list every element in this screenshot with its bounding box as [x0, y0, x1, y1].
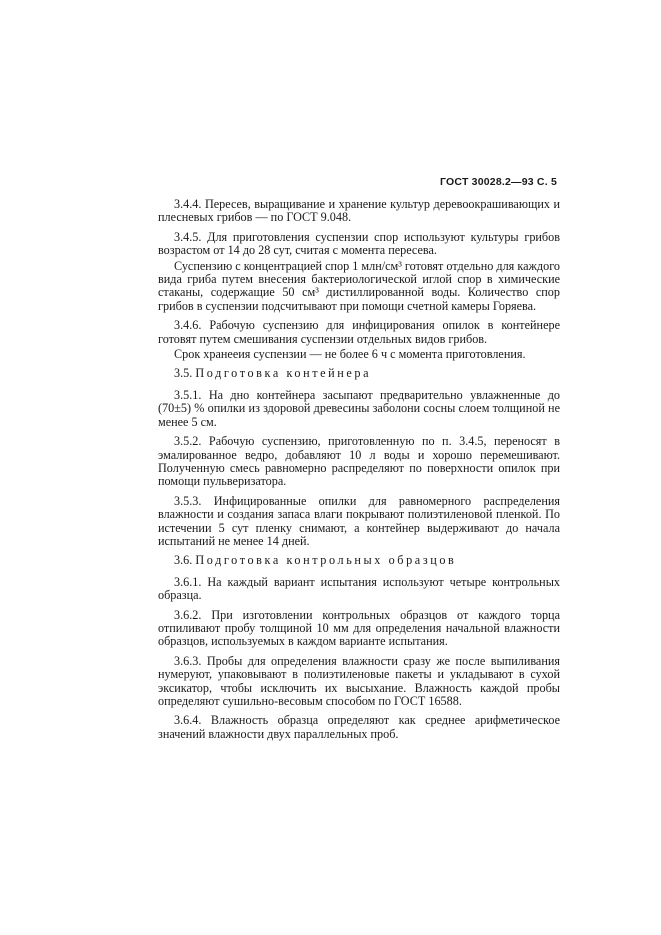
section-title: Подготовка контейнера: [195, 366, 372, 381]
running-head: ГОСТ 30028.2—93 С. 5: [440, 176, 557, 188]
document-body: [158, 198, 560, 747]
paragraph-3-4-6-storage: Срок хранееия суспензии — не более 6 ч с момента приготовления.: [174, 347, 526, 362]
paragraph-3-4-5: 3.4.5. Для приготовления суспензии спор используют культуры грибов возрастом от 14 до 28 сут, считая с момента пересева.: [158, 229, 560, 258]
paragraph-3-6-4: 3.6.4. Влажность образца определяют как среднее арифметическое значений влажности двух параллельных проб.: [158, 713, 560, 741]
paragraph-3-6-1: 3.6.1. На каждый вариант испытания используют четыре контрольных образца.: [158, 574, 560, 603]
paragraph-3-4-4: 3.4.4. Пересев, выращивание и хранение культур деревоокрашивающих и плесневых грибов — по ГОСТ 9.048.: [158, 197, 560, 225]
section-number: 3.6.: [174, 553, 193, 568]
section-title: Подготовка контрольных образцов: [195, 553, 457, 568]
paragraph-3-4-6: 3.4.6. Рабочую суспензию для инфицирования опилок в контейнере готовят путем смешивания суспензии отдельных видов грибов.: [158, 318, 560, 346]
section-heading-3-5: [158, 367, 560, 380]
paragraph-3-4-5-suspension: Суспензию с концентрацией спор 1 млн/см³ готовят отдельно для каждого вида гриба путем внесения бактериологической иглой спор в химические стаканы, содержащие 50 см³ дистиллированной воды. Количество спор грибов в суспензии подсчитывают при помощи счетной камеры Горяева.: [158, 258, 560, 313]
paragraph-3-5-1: 3.5.1. На дно контейнера засыпают предварительно увлажненные до (70±5) % опилки из здоровой древесины заболони сосны слоем толщиной не менее 5 см.: [158, 387, 560, 429]
paragraph-3-5-2: 3.5.2. Рабочую суспензию, приготовленную по п. 3.4.5, переносят в эмалированное ведро, добавляют 10 л воды и хорошо перемешивают. Полученную смесь равномерно распределяют по поверхности опилок при помощи пульверизатора.: [158, 434, 560, 489]
paragraph-3-6-3: 3.6.3. Пробы для определения влажности сразу же после выпиливания нумеруют, упаковывают в полиэтиленовые пакеты и укладывают в сухой эксикатор, чтобы исключить их высыхание. Влажность каждой пробы определяют сушильно-весовым способом по ГОСТ 16588.: [158, 653, 560, 708]
paragraph-3-5-3: 3.5.3. Инфицированные опилки для равномерного распределения влажности и создания запаса влаги покрывают полиэтиленовой пленкой. По истечении 5 сут пленку снимают, а контейнер выдерживают до начала испытаний не менее 14 дней.: [158, 493, 560, 548]
paragraph-3-6-2: 3.6.2. При изготовлении контрольных образцов от каждого торца отпиливают пробу толщиной 10 мм для определения начальной влажности образцов, используемых в каждом варианте испытания.: [158, 607, 560, 649]
section-heading-3-6: [158, 554, 560, 567]
section-number: 3.5.: [174, 366, 193, 381]
